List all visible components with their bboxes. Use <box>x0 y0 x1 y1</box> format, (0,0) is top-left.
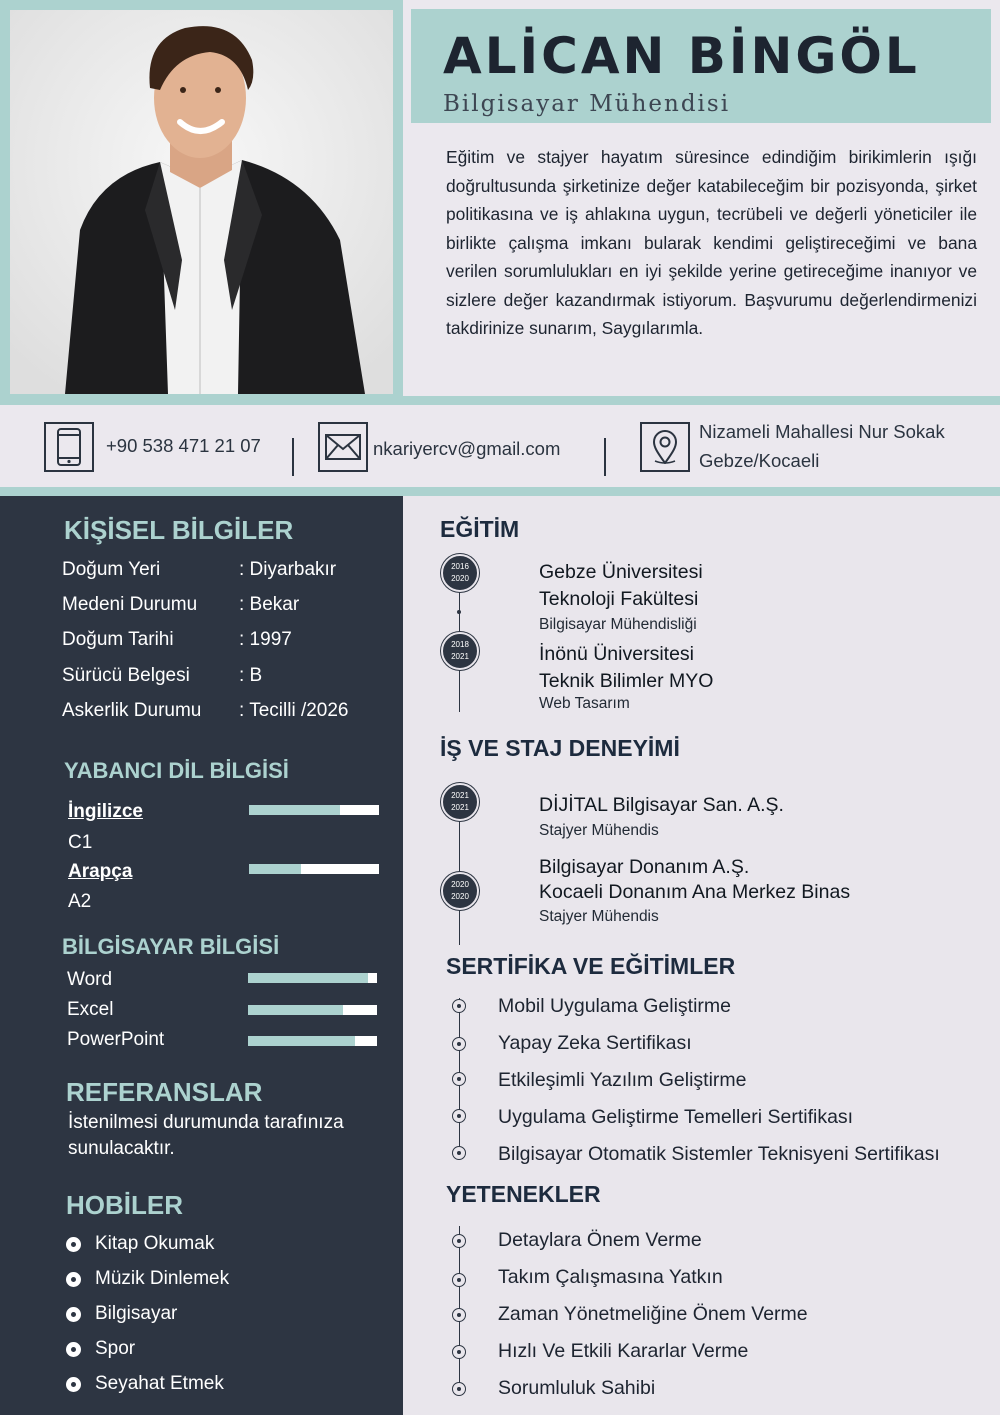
hobby-label: Müzik Dinlemek <box>95 1268 230 1289</box>
personal-label: Medeni Durumu <box>62 594 198 615</box>
position-title: Stajyer Mühendis <box>539 908 659 925</box>
references-heading: REFERANSLAR <box>66 1077 263 1107</box>
personal-value: : 1997 <box>239 629 292 650</box>
experience-heading: İŞ VE STAJ DENEYİMİ <box>440 735 680 761</box>
certificate-item: Uygulama Geliştirme Temelleri Sertifikası <box>498 1106 854 1128</box>
bullet-icon <box>66 1272 81 1287</box>
computer-skill-name: Word <box>67 969 113 990</box>
hobby-item <box>66 1373 224 1395</box>
year-badge <box>441 872 479 910</box>
skills-heading: YETENEKLER <box>446 1181 601 1207</box>
school-name: Gebze Üniversitesi <box>539 561 703 583</box>
name-band <box>411 9 991 123</box>
contact-divider <box>292 438 294 476</box>
skill-item: Hızlı Ve Etkili Kararlar Verme <box>498 1340 749 1362</box>
faculty-name: Teknoloji Fakültesi <box>539 588 699 610</box>
education-heading: EĞİTİM <box>440 516 520 542</box>
faculty-name: Teknik Bilimler MYO <box>539 670 714 692</box>
bullet-icon <box>452 1273 466 1287</box>
bullet-icon <box>452 1234 466 1248</box>
bullet-icon <box>452 1072 466 1086</box>
bullet-icon <box>66 1377 81 1392</box>
position-title: Stajyer Mühendis <box>539 822 659 839</box>
bullet-icon <box>66 1342 81 1357</box>
certificate-item: Yapay Zeka Sertifikası <box>498 1032 692 1054</box>
bullet-icon <box>452 1308 466 1322</box>
skill-item: Sorumluluk Sahibi <box>498 1377 656 1399</box>
bullet-icon <box>452 1146 466 1160</box>
hobby-label: Bilgisayar <box>95 1303 178 1324</box>
timeline-dot <box>457 610 461 614</box>
year-start: 2018 <box>451 640 469 649</box>
bullet-icon <box>452 1345 466 1359</box>
language-level-fill <box>249 805 340 815</box>
year-badge <box>441 632 479 670</box>
job-title: Bilgisayar Mühendisi <box>443 91 731 117</box>
year-badge <box>441 554 479 592</box>
address-line-2: Gebze/Kocaeli <box>699 450 820 471</box>
year-start: 2020 <box>451 880 469 889</box>
computer-skill-fill <box>248 1005 343 1015</box>
hobby-item <box>66 1338 135 1360</box>
languages-heading: YABANCI DİL BİLGİSİ <box>64 758 289 783</box>
year-end: 2021 <box>451 803 469 812</box>
personal-label: Sürücü Belgesi <box>62 665 190 686</box>
year-start: 2016 <box>451 562 469 571</box>
bullet-icon <box>452 1382 466 1396</box>
personal-label: Askerlik Durumu <box>62 700 202 721</box>
language-name: İngilizce <box>68 801 143 822</box>
portrait-illustration <box>10 10 393 394</box>
skill-item: Zaman Yönetmeliğine Önem Verme <box>498 1303 808 1325</box>
resume-header <box>0 0 1000 404</box>
address-line-1: Nizameli Mahallesi Nur Sokak <box>699 421 945 442</box>
bullet-icon <box>452 1109 466 1123</box>
email-icon <box>318 422 368 472</box>
year-end: 2020 <box>451 892 469 901</box>
bullet-icon <box>452 1037 466 1051</box>
personal-info-heading: KİŞİSEL BİLGİLER <box>64 515 294 545</box>
computer-skill-bar <box>248 1005 377 1015</box>
skill-item: Detaylara Önem Verme <box>498 1229 702 1251</box>
email-address[interactable]: nkariyercv@gmail.com <box>373 438 561 459</box>
certificate-item: Etkileşimli Yazılım Geliştirme <box>498 1069 747 1091</box>
certificates-heading: SERTİFİKA VE EĞİTİMLER <box>446 953 736 979</box>
left-sidebar <box>0 496 403 1415</box>
language-level: C1 <box>68 832 93 853</box>
references-text: İstenilmesi durumunda tarafınıza sunulacaktır. <box>68 1112 344 1159</box>
company-name: Bilgisayar Donanım A.Ş. <box>539 856 750 878</box>
hobby-label: Kitap Okumak <box>95 1233 215 1254</box>
hobby-label: Spor <box>95 1338 136 1359</box>
phone-icon <box>44 422 94 472</box>
profile-photo <box>10 10 393 394</box>
bullet-icon <box>452 999 466 1013</box>
computer-skill-bar <box>248 1036 377 1046</box>
company-name: DİJİTAL Bilgisayar San. A.Ş. <box>539 794 784 816</box>
location-pin-icon <box>640 422 690 472</box>
certificate-item: Bilgisayar Otomatik Sistemler Teknisyeni Sertifikası <box>498 1143 940 1165</box>
personal-label: Doğum Yeri <box>62 559 161 580</box>
school-name: İnönü Üniversitesi <box>539 643 694 665</box>
photo-frame <box>0 0 403 404</box>
year-start: 2021 <box>451 791 469 800</box>
hobbies-heading: HOBİLER <box>66 1190 183 1220</box>
summary-paragraph: Eğitim ve stajyer hayatım süresince edindiğim birikimlerin ışığı doğrultusunda şirketinize değer katabileceğim bir pozisyonda, şirket politikasına ve iş ahlakına uygun, tecrübeli ve değerli yöneticiler ile birlikte çalışma imkanı bularak kendimi geliştireceğimi ve bana verilen sorumlulukları en iyi şekilde yerine getireceğime inanıyor ve sizlere değer kazandırmak istiyorum. Başvurumu değerlendirmenizi takdirinize sunarım, Saygılarımla. <box>446 147 977 338</box>
certificate-item: Mobil Uygulama Geliştirme <box>498 995 731 1017</box>
computer-skill-fill <box>248 973 368 983</box>
language-level: A2 <box>68 891 92 912</box>
personal-value: : B <box>239 665 263 686</box>
personal-label: Doğum Tarihi <box>62 629 174 650</box>
contact-divider <box>604 438 606 476</box>
bullet-icon <box>66 1237 81 1252</box>
department-name: Web Tasarım <box>539 695 630 712</box>
hobby-item <box>66 1303 177 1325</box>
phone-number[interactable]: +90 538 471 21 07 <box>106 435 261 456</box>
language-level-fill <box>249 864 301 874</box>
year-end: 2021 <box>451 652 469 661</box>
computer-skill-name: PowerPoint <box>67 1029 165 1050</box>
full-name: ALİCAN BİNGÖL <box>443 27 920 85</box>
personal-value: : Bekar <box>239 594 300 615</box>
hobby-label: Seyahat Etmek <box>95 1373 224 1394</box>
computer-skills-heading: BİLGİSAYAR BİLGİSİ <box>62 934 280 959</box>
computer-skill-bar <box>248 973 377 983</box>
personal-value: : Diyarbakır <box>239 559 337 580</box>
company-branch: Kocaeli Donanım Ana Merkez Binas <box>539 881 851 903</box>
language-name: Arapça <box>68 861 133 882</box>
department-name: Bilgisayar Mühendisliği <box>539 616 697 633</box>
hobby-item <box>66 1268 229 1290</box>
skill-item: Takım Çalışmasına Yatkın <box>498 1266 723 1288</box>
bullet-icon <box>66 1307 81 1322</box>
language-level-bar <box>249 864 379 874</box>
contact-bar <box>0 396 1000 496</box>
computer-skill-fill <box>248 1036 355 1046</box>
language-level-bar <box>249 805 379 815</box>
computer-skill-name: Excel <box>67 999 114 1020</box>
year-badge <box>441 783 479 821</box>
personal-value: : Tecilli /2026 <box>239 700 349 721</box>
hobby-item <box>66 1233 214 1255</box>
year-end: 2020 <box>451 574 469 583</box>
